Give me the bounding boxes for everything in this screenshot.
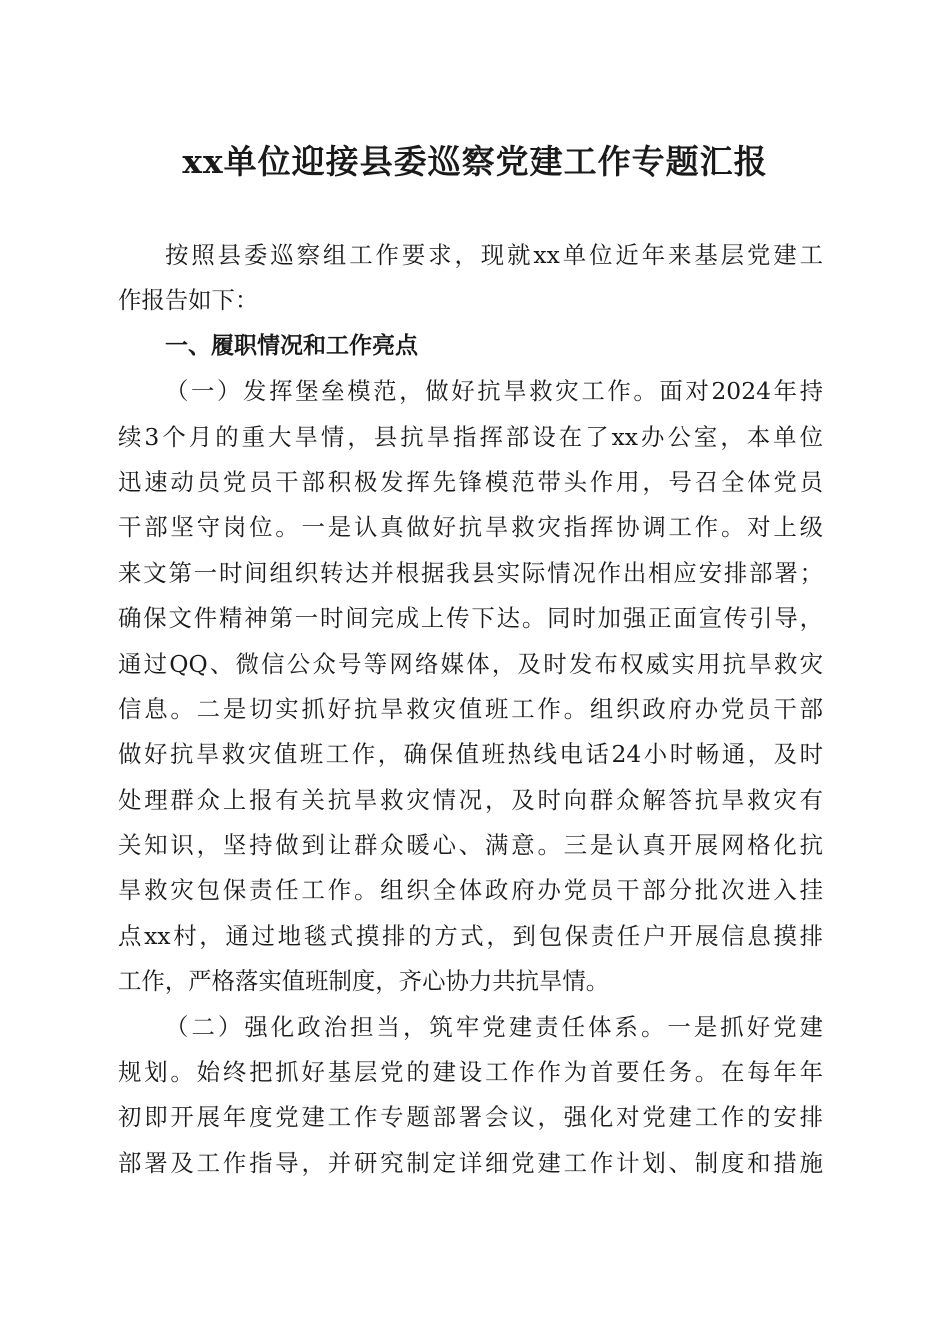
- paragraph-line: 按照县委巡察组工作要求，现就xx单位近年来基层党建工: [165, 241, 823, 269]
- paragraph-line: 通过QQ、微信公众号等网络媒体，及时发布权威实用抗旱救灾: [118, 649, 823, 678]
- paragraph-line: 来文第一时间组织转达并根据我县实际情况作出相应安排部署；: [118, 558, 823, 587]
- paragraph-line: 关知识，坚持做到让群众暖心、满意。三是认真开展网格化抗: [118, 831, 823, 860]
- paragraph-line: 信息。二是切实抓好抗旱救灾值班工作。组织政府办党员干部: [118, 694, 823, 723]
- document-title: xx单位迎接县委巡察党建工作专题汇报: [182, 142, 768, 181]
- paragraph-line: 作报告如下：: [118, 286, 259, 315]
- paragraph-line: 确保文件精神第一时间完成上传下达。同时加强正面宣传引导，: [118, 604, 823, 633]
- subsection-lead-line: （一）发挥堡垒模范，做好抗旱救灾工作。面对2024年持: [165, 377, 823, 406]
- paragraph-line: 处理群众上报有关抗旱救灾情况，及时向群众解答抗旱救灾有: [118, 785, 823, 814]
- paragraph-line: 部署及工作指导，并研究制定详细党建工作计划、制度和措施: [118, 1148, 823, 1177]
- paragraph-line: 旱救灾包保责任工作。组织全体政府办党员干部分批次进入挂: [118, 876, 823, 905]
- paragraph-line: 工作，严格落实值班制度，齐心协力共抗旱情。: [118, 967, 610, 996]
- section-heading: 一、履职情况和工作亮点: [165, 332, 418, 359]
- paragraph-line: 续3个月的重大旱情，县抗旱指挥部设在了xx办公室，本单位: [118, 422, 823, 451]
- paragraph-line: 做好抗旱救灾值班工作，确保值班热线电话24小时畅通，及时: [118, 740, 823, 769]
- subsection-lead-line: （二）强化政治担当，筑牢党建责任体系。一是抓好党建: [165, 1012, 823, 1041]
- paragraph-line: 初即开展年度党建工作专题部署会议，强化对党建工作的安排: [118, 1103, 823, 1132]
- paragraph-line: 点xx村，通过地毯式摸排的方式，到包保责任户开展信息摸排: [118, 921, 823, 950]
- paragraph-line: 迅速动员党员干部积极发挥先锋模范带头作用，号召全体党员: [118, 467, 823, 496]
- paragraph-line: 规划。始终把抓好基层党的建设工作作为首要任务。在每年年: [118, 1058, 823, 1087]
- document-body: [118, 233, 823, 1186]
- paragraph-line: 干部坚守岗位。一是认真做好抗旱救灾指挥协调工作。对上级: [118, 513, 823, 542]
